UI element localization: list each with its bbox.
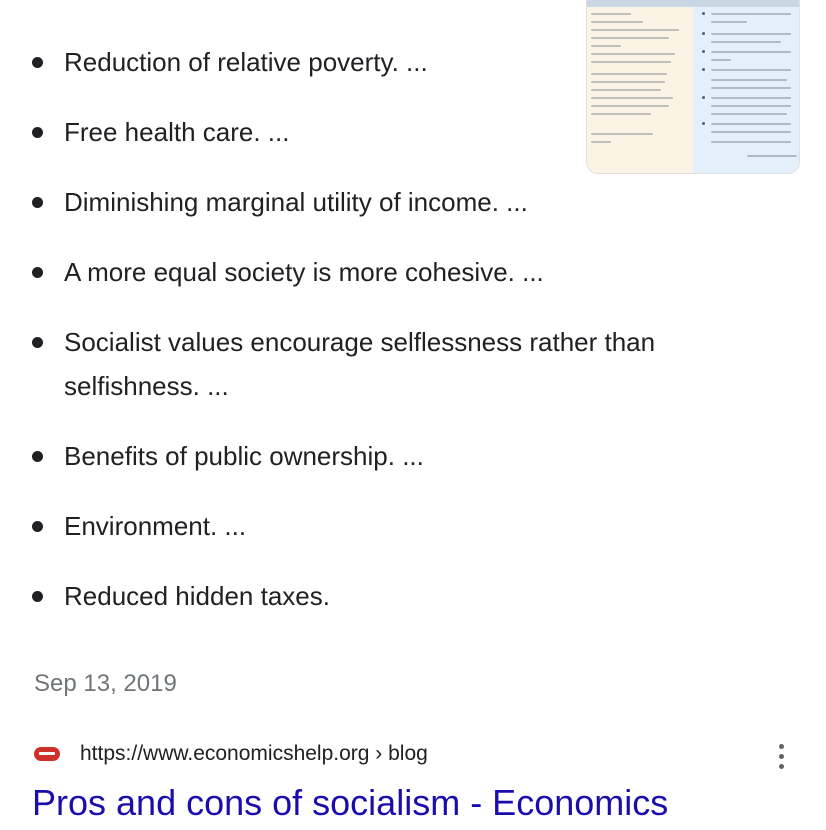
thumbnail-line bbox=[711, 13, 791, 15]
thumbnail-header bbox=[587, 0, 799, 7]
thumbnail-line bbox=[711, 21, 747, 23]
more-vert-icon[interactable] bbox=[776, 744, 788, 772]
thumbnail-line bbox=[591, 29, 679, 31]
thumbnail-line bbox=[747, 155, 797, 157]
thumbnail-bullet-dot bbox=[702, 12, 705, 15]
bullet-item: A more equal society is more cohesive. ... bbox=[30, 250, 730, 294]
snippet-bullet-list bbox=[30, 40, 730, 644]
thumbnail-line bbox=[711, 33, 791, 35]
bullet-item: Reduced hidden taxes. bbox=[30, 574, 730, 618]
bullet-item: Diminishing marginal utility of income. ... bbox=[30, 180, 730, 224]
result-url[interactable]: https://www.economicshelp.org › blog bbox=[80, 742, 428, 765]
thumbnail-line bbox=[591, 21, 643, 23]
bullet-item: Environment. ... bbox=[30, 504, 730, 548]
thumbnail-bullet-dot bbox=[702, 32, 705, 35]
bullet-item: Reduction of relative poverty. ... bbox=[30, 40, 730, 84]
result-source-row[interactable] bbox=[34, 742, 794, 772]
snippet-date: Sep 13, 2019 bbox=[34, 670, 177, 697]
thumbnail-line bbox=[591, 13, 631, 15]
result-title-link[interactable]: Pros and cons of socialism - Economics bbox=[32, 782, 669, 823]
thumbnail-line bbox=[591, 37, 669, 39]
bullet-item: Socialist values encourage selflessness rather than selfishness. ... bbox=[30, 320, 704, 408]
bullet-item: Free health care. ... bbox=[30, 110, 730, 154]
bullet-item: Benefits of public ownership. ... bbox=[30, 434, 730, 478]
economicshelp-favicon-icon bbox=[34, 747, 60, 761]
